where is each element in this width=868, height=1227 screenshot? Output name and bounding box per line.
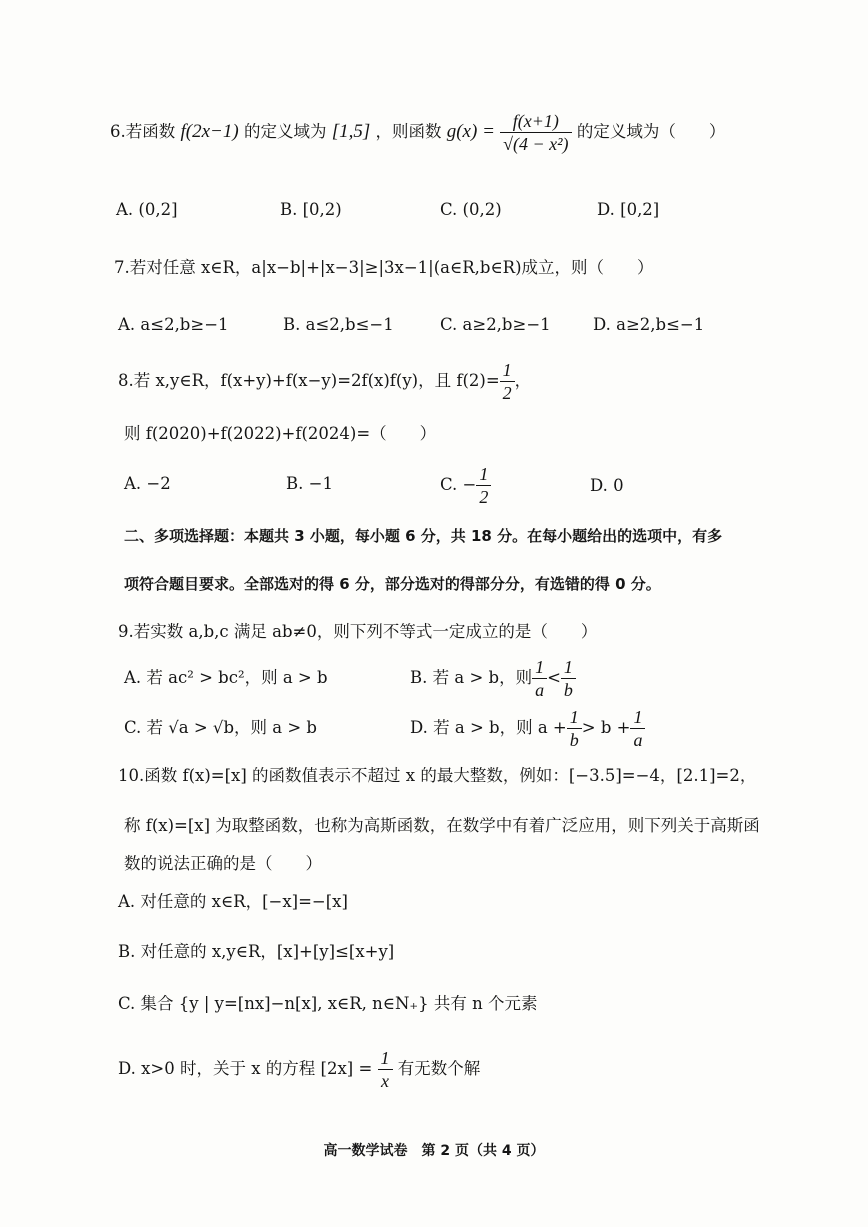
q10-option-d: D. x>0 时，关于 x 的方程 [2x] = $\frac{1}{x}$ 有无数个解 — [118, 1048, 481, 1091]
q9-d-frac-1-over-b: $\frac{1}{b}$ — [567, 706, 582, 751]
question-7-stem: 7.若对任意 x∈R，a|x−b|+|x−3|≥|3x−1|(a∈R,b∈R)成立，则（ ） — [114, 258, 654, 277]
q6-option-d: D. [0,2] — [597, 200, 660, 219]
q8-option-b: B. −1 — [286, 474, 333, 493]
q7-option-b: B. a≤2,b≤−1 — [283, 315, 394, 334]
question-6-stem: 6.若函数 f(2x−1) 的定义域为 [1,5] ，则函数 g(x) = $\frac{f(x+1)}{\text{√(4 − x²)}}$ 的定义域为（ ） — [110, 111, 726, 154]
q9-b-frac-1-over-a: $\frac{1}{a}$ — [532, 656, 547, 701]
q8-option-c: C. − $\frac{1}{2}$ — [440, 462, 491, 508]
q6-option-a: A. (0,2] — [116, 200, 178, 219]
question-10-line1: 10.函数 f(x)=[x] 的函数值表示不超过 x 的最大整数，例如：[−3.5]=−4，[2.1]=2， — [118, 766, 757, 785]
q9-option-c: C. 若 √a > √b，则 a > b — [124, 718, 317, 737]
q8-half-fraction: $\frac{1}{2}$ — [500, 359, 515, 404]
page-footer: 高一数学试卷 第 2 页（共 4 页） — [323, 1143, 545, 1159]
q10-option-c: C. 集合 {y | y=[nx]−n[x], x∈R, n∈N₊} 共有 n 个元素 — [118, 994, 538, 1013]
q8-option-c-fraction: $\frac{1}{2}$ — [476, 463, 491, 508]
question-8-stem-line1: 8.若 x,y∈R，f(x+y)+f(x−y)=2f(x)f(y)，且 f(2)= $\frac{1}{2}$ ， — [118, 360, 532, 403]
question-9-stem: 9.若实数 a,b,c 满足 ab≠0，则下列不等式一定成立的是（ ） — [118, 622, 598, 641]
q6-fraction: $\frac{f(x+1)}{\text{√(4 − x²)}}$ — [500, 110, 571, 155]
q8-option-a: A. −2 — [124, 474, 171, 493]
section-2-line1: 二、多项选择题：本题共 3 小题，每小题 6 分，共 18 分。在每小题给出的选项中，有多 — [124, 527, 723, 545]
q9-option-a: A. 若 ac² > bc²，则 a > b — [124, 668, 328, 687]
q10-option-b: B. 对任意的 x,y∈R，[x]+[y]≤[x+y] — [118, 942, 395, 961]
question-10-line2: 称 f(x)=[x] 为取整函数，也称为高斯函数，在数学中有着广泛应用，则下列关于高斯函 — [124, 816, 760, 835]
section-2-line2: 项符合题目要求。全部选对的得 6 分，部分选对的得部分分，有选错的得 0 分。 — [124, 575, 661, 593]
question-10-line3: 数的说法正确的是（ ） — [124, 854, 322, 873]
q9-d-frac-1-over-a: $\frac{1}{a}$ — [630, 706, 645, 751]
q6-option-b: B. [0,2) — [280, 200, 342, 219]
q8-option-d: D. 0 — [590, 476, 624, 495]
q9-option-b: B. 若 a > b，则 $\frac{1}{a}$ < $\frac{1}{b}$ — [410, 656, 576, 701]
q9-option-d: D. 若 a > b，则 a + $\frac{1}{b}$ > b + $\frac{1}{a}$ — [410, 706, 645, 751]
q6-option-c: C. (0,2) — [440, 200, 502, 219]
q7-option-c: C. a≥2,b≥−1 — [440, 315, 551, 334]
q9-b-frac-1-over-b: $\frac{1}{b}$ — [561, 656, 576, 701]
q10-d-fraction: $\frac{1}{x}$ — [378, 1047, 393, 1092]
q7-option-d: D. a≥2,b≤−1 — [593, 315, 705, 334]
question-8-stem-line2: 则 f(2020)+f(2022)+f(2024)=（ ） — [124, 424, 437, 443]
q7-option-a: A. a≤2,b≥−1 — [118, 315, 229, 334]
q10-option-a: A. 对任意的 x∈R，[−x]=−[x] — [118, 892, 348, 911]
